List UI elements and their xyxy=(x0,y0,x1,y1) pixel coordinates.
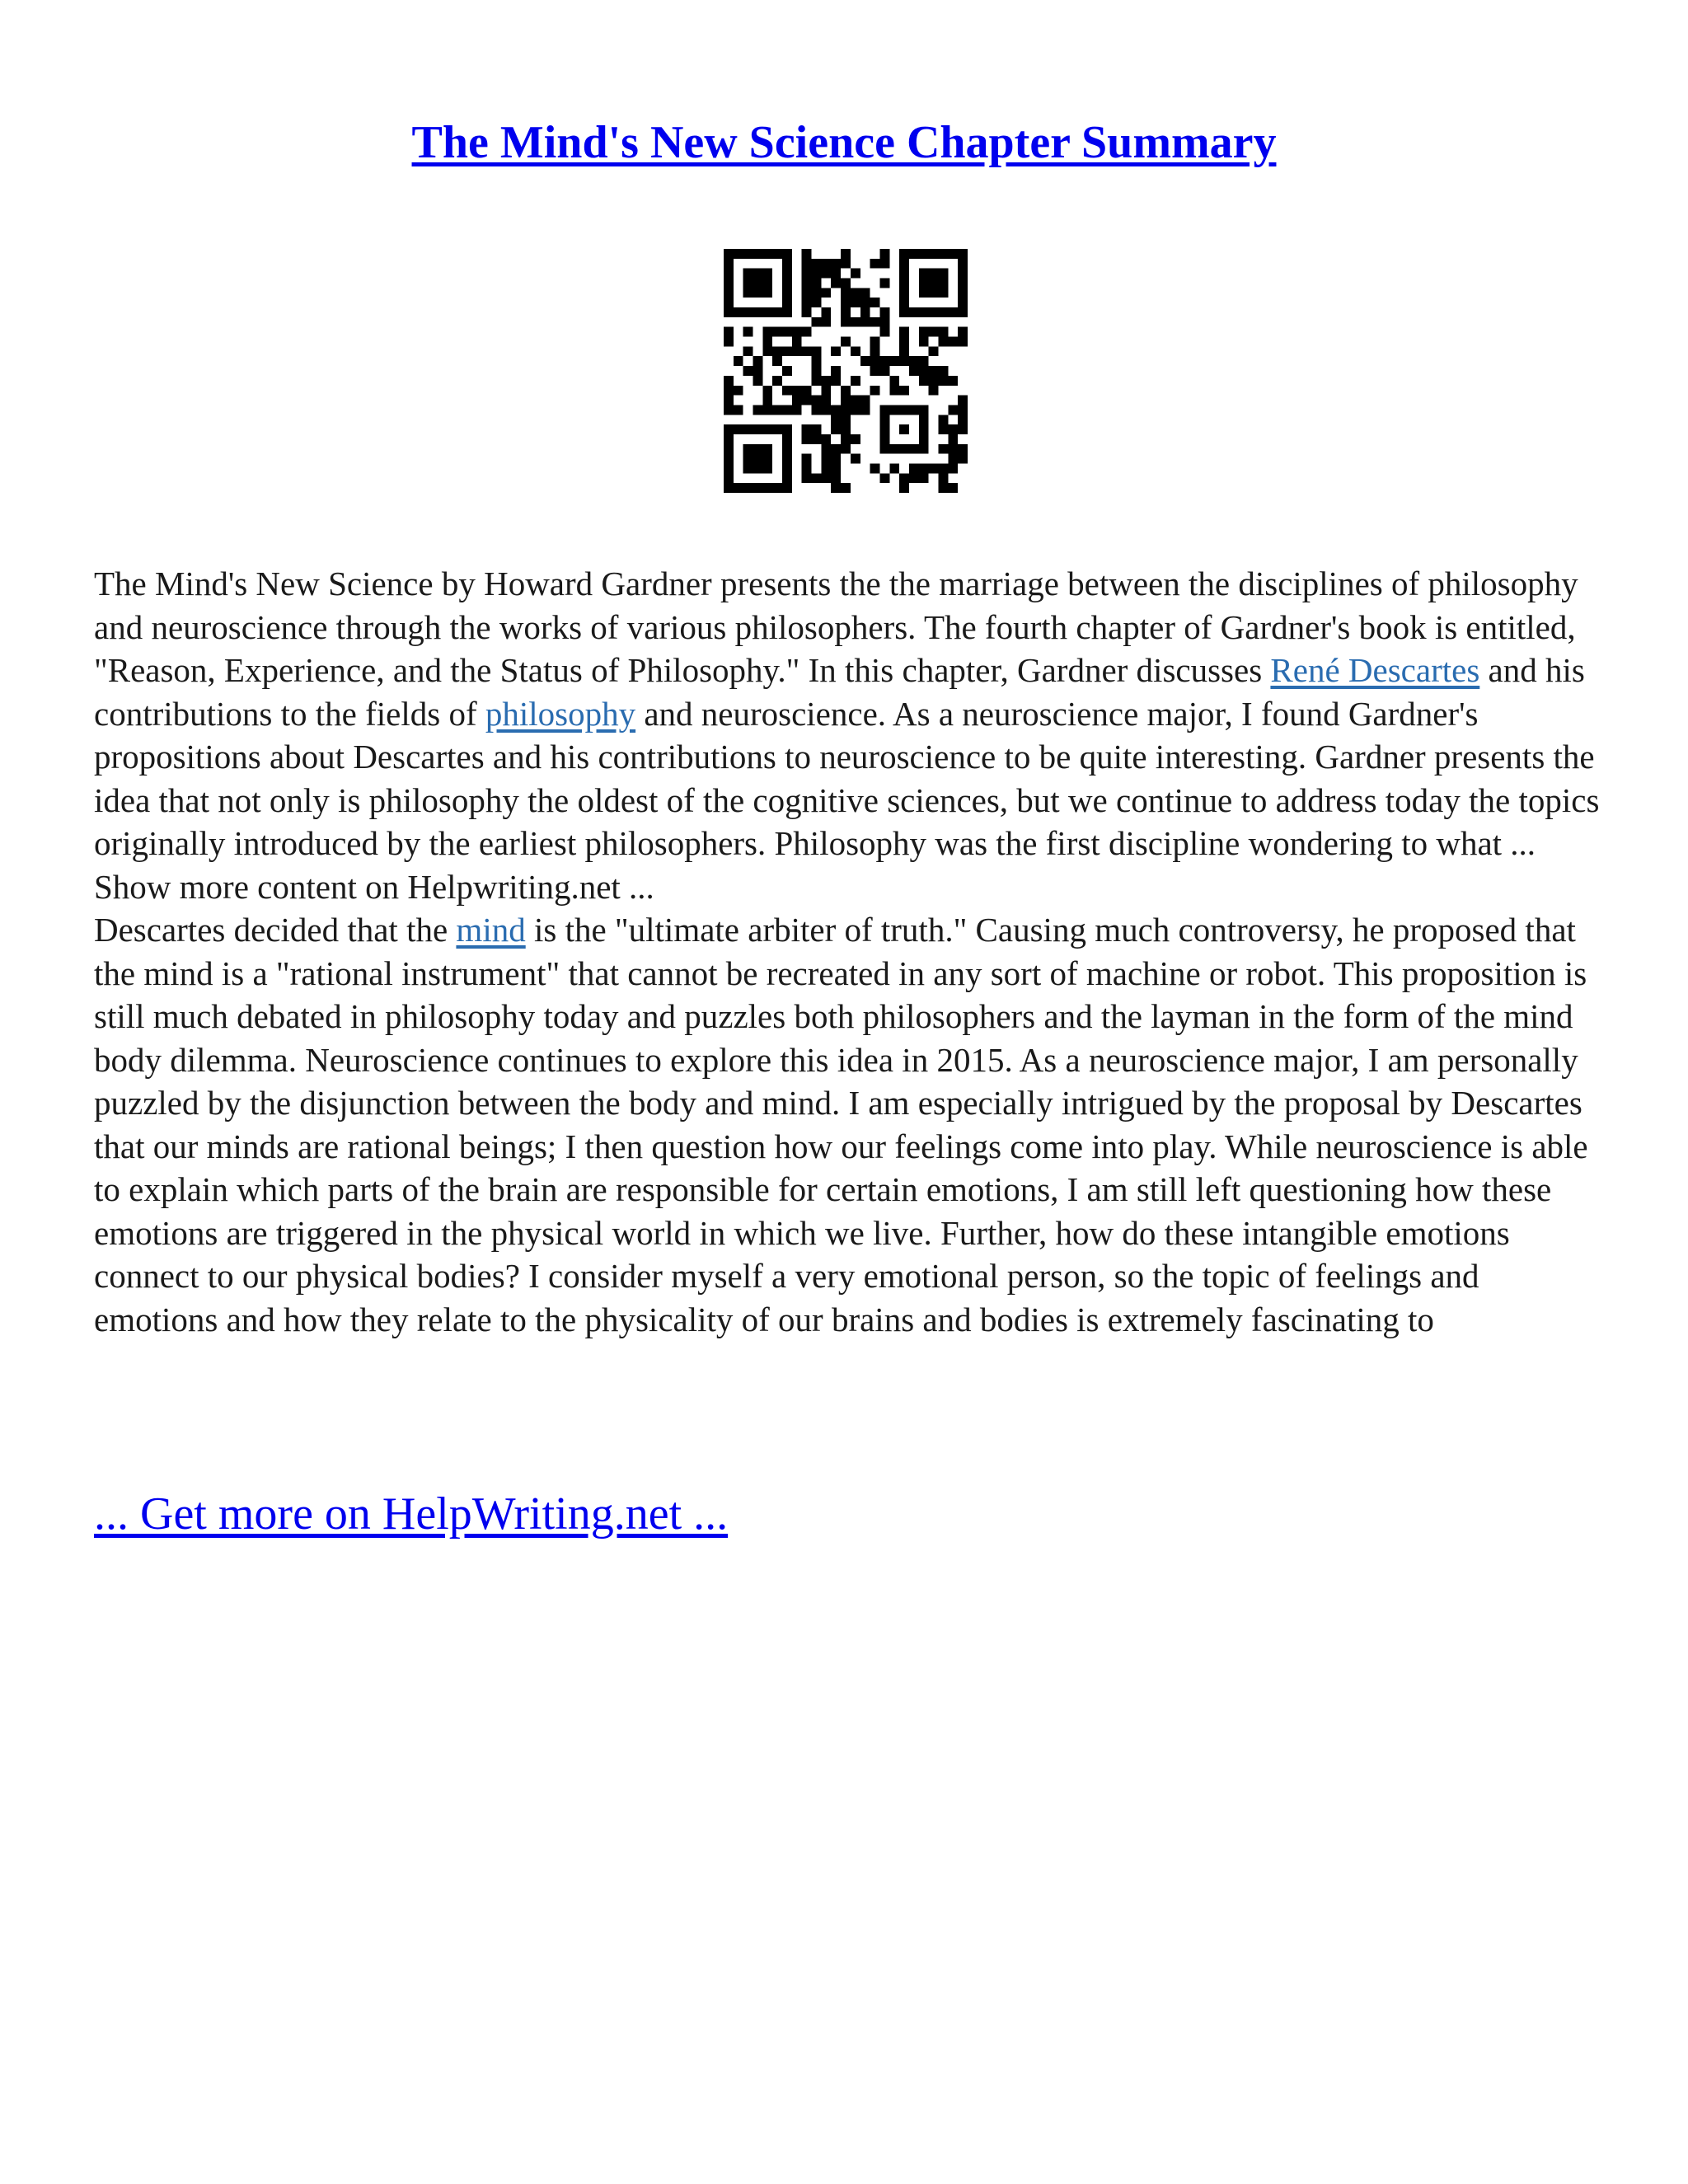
get-more-link[interactable]: ... Get more on HelpWriting.net ... xyxy=(94,1488,729,1540)
rene-descartes-link[interactable]: René Descartes xyxy=(1270,651,1480,689)
qr-code-icon xyxy=(724,249,968,493)
philosophy-link[interactable]: philosophy xyxy=(485,694,636,733)
page-title xyxy=(0,114,1688,171)
mind-link[interactable]: mind xyxy=(456,911,526,949)
paragraph-2: Descartes decided that the mind is the "ultimate arbiter of truth." Causing much controversy, he proposed that the mind is a "rational instrument" that cannot be recreated in any sort of machine or robot. This proposition is still much debated in philosophy today and puzzles both philosophers and the layman in the form of the mind body dilemma. Neuroscience continues to explore this idea in 2015. As a neuroscience major, I am personally puzzled by the disjunction between the body and mind. I am especially intrigued by the proposal by Descartes that our minds are rational beings; I then question how our feelings come into play. While neuroscience is able to explain which parts of the brain are responsible for certain emotions, I am still left questioning how these emotions are triggered in the physical world in which we live. Further, how do these intangible emotions connect to our physical bodies? I consider myself a very emotional person, so the topic of feelings and emotions and how they relate to the physicality of our brains and bodies is extremely fascinating to xyxy=(94,911,1588,1338)
paragraph-1: The Mind's New Science by Howard Gardner presents the the marriage between the disciplines of philosophy and neuroscience through the works of various philosophers. The fourth chapter of Gardner's book is entitled, "Reason, Experience, and the Status of Philosophy." In this chapter, Gardner discusses René Descartes and his contributions to the fields of philosophy and neuroscience. As a neuroscience major, I found Gardner's propositions about Descartes and his contributions to neuroscience to be quite interesting. Gardner presents the idea that not only is philosophy the oldest of the cognitive sciences, but we continue to address today the topics originally introduced by the earliest philosophers. Philosophy was the first discipline wondering to what ... Show more content on Helpwriting.net ... xyxy=(94,565,1600,906)
article-body xyxy=(94,562,1602,1341)
title-link[interactable]: The Mind's New Science Chapter Summary xyxy=(411,117,1277,168)
